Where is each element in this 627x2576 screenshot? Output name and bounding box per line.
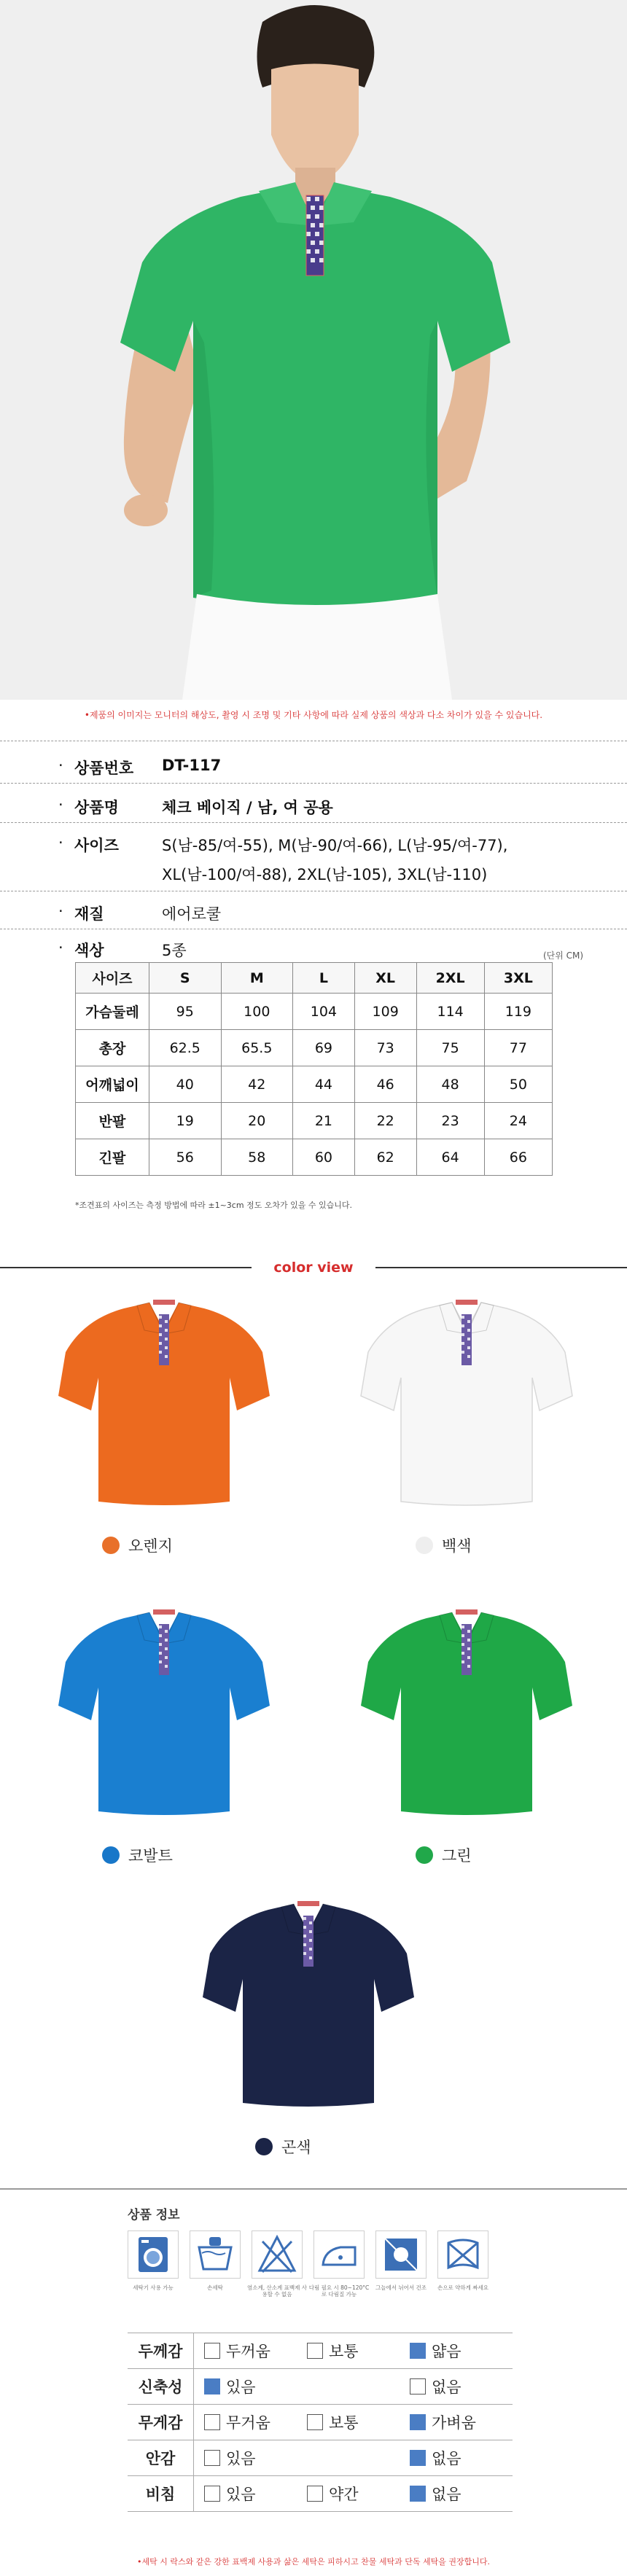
shirt-swatch[interactable] bbox=[51, 1604, 277, 1825]
spec-row-size bbox=[58, 834, 507, 856]
spec-value: XL(남-100/여-88), 2XL(남-105), 3XL(남-110) bbox=[162, 866, 488, 883]
feature-options bbox=[194, 2440, 513, 2476]
shirt-swatch[interactable] bbox=[354, 1604, 580, 1825]
polo-shirt-icon bbox=[354, 1294, 580, 1513]
feature-option bbox=[307, 2340, 410, 2362]
size-cell: 104 bbox=[293, 994, 355, 1030]
size-header-cell: S bbox=[149, 963, 222, 994]
table-row bbox=[76, 1139, 553, 1176]
feature-key: 신축성 bbox=[128, 2369, 194, 2405]
feature-option bbox=[204, 2483, 307, 2505]
spec-row-product-number bbox=[58, 757, 221, 778]
checkbox[interactable] bbox=[204, 2486, 220, 2502]
care-label: 다림 필요 시 80~120°C로 다림질 가능 bbox=[308, 2284, 370, 2298]
size-cell: 58 bbox=[221, 1139, 293, 1176]
feature-option bbox=[410, 2376, 513, 2397]
color-label bbox=[102, 1534, 173, 1556]
size-chart-table bbox=[75, 962, 553, 1176]
size-cell: 77 bbox=[484, 1030, 552, 1066]
bullet: · bbox=[58, 939, 63, 956]
size-cell: 62 bbox=[354, 1139, 416, 1176]
spec-key: 상품번호 bbox=[74, 760, 134, 777]
bullet: · bbox=[58, 796, 63, 813]
divider bbox=[0, 2188, 627, 2190]
care-washing-machine bbox=[128, 2230, 179, 2279]
color-name: 곤색 bbox=[281, 2139, 311, 2156]
size-cell: 73 bbox=[354, 1030, 416, 1066]
feature-key: 무게감 bbox=[128, 2405, 194, 2440]
table-row bbox=[76, 1066, 553, 1103]
color-label bbox=[102, 1844, 173, 1866]
option-label: 보통 bbox=[329, 2414, 359, 2432]
size-header-row bbox=[76, 963, 553, 994]
size-header-cell: 사이즈 bbox=[76, 963, 149, 994]
feature-options bbox=[194, 2369, 513, 2405]
size-cell: 66 bbox=[484, 1139, 552, 1176]
feature-key: 안감 bbox=[128, 2440, 194, 2476]
table-row bbox=[76, 1030, 553, 1066]
size-header-cell: 3XL bbox=[484, 963, 552, 994]
feature-option bbox=[410, 2447, 513, 2469]
feature-row bbox=[128, 2369, 513, 2405]
care-label: 그늘에서 뉘어서 건조 bbox=[375, 2284, 427, 2291]
size-cell: 64 bbox=[416, 1139, 484, 1176]
feature-options bbox=[194, 2405, 513, 2440]
hero-illustration bbox=[0, 0, 627, 700]
color-dot-icon bbox=[255, 2138, 273, 2155]
size-cell: 95 bbox=[149, 994, 222, 1030]
size-header-cell: M bbox=[221, 963, 293, 994]
option-label: 없음 bbox=[432, 2450, 462, 2467]
shirt-swatch[interactable] bbox=[51, 1294, 277, 1515]
size-cell: 23 bbox=[416, 1103, 484, 1139]
care-no-bleach bbox=[252, 2230, 303, 2279]
size-header-cell: XL bbox=[354, 963, 416, 994]
color-dot-icon bbox=[416, 1846, 433, 1864]
option-label: 가벼움 bbox=[432, 2414, 476, 2432]
washing-machine-icon bbox=[128, 2231, 178, 2278]
size-cell: 56 bbox=[149, 1139, 222, 1176]
checkbox[interactable] bbox=[204, 2343, 220, 2359]
spec-key: 상품명 bbox=[74, 799, 119, 816]
feature-option bbox=[204, 2376, 307, 2397]
color-dot-icon bbox=[102, 1846, 120, 1864]
spec-value: 5종 bbox=[162, 942, 187, 959]
feature-row bbox=[128, 2333, 513, 2369]
size-header-cell: 2XL bbox=[416, 963, 484, 994]
size-cell: 119 bbox=[484, 994, 552, 1030]
spec-value: S(남-85/여-55), M(남-90/여-66), L(남-95/여-77), bbox=[162, 837, 508, 854]
checked-checkbox[interactable] bbox=[410, 2414, 426, 2430]
fabric-feature-table bbox=[128, 2333, 513, 2512]
care-label: 세탁기 사용 가능 bbox=[133, 2284, 174, 2291]
row-label: 반팔 bbox=[76, 1103, 149, 1139]
product-info-title: 상품 정보 bbox=[128, 2208, 180, 2222]
checkbox[interactable] bbox=[410, 2378, 426, 2394]
divider bbox=[0, 783, 627, 784]
feature-row bbox=[128, 2405, 513, 2440]
image-color-notice: •제품의 이미지는 모니터의 해상도, 촬영 시 조명 및 기타 사항에 따라 실제 상품의 색상과 다소 차이가 있을 수 있습니다. bbox=[84, 710, 543, 720]
checkbox[interactable] bbox=[307, 2486, 323, 2502]
option-label: 얇음 bbox=[432, 2343, 462, 2360]
checked-checkbox[interactable] bbox=[204, 2378, 220, 2394]
polo-shirt-icon bbox=[51, 1294, 277, 1513]
size-cell: 75 bbox=[416, 1030, 484, 1066]
wash-caution-note: •세탁 시 락스와 같은 강한 표백제 사용과 삶은 세탁은 피하시고 찬물 세탁과 단독 세탁을 권장합니다. bbox=[137, 2557, 490, 2567]
table-row bbox=[76, 994, 553, 1030]
polo-shirt-icon bbox=[354, 1604, 580, 1822]
color-name: 그린 bbox=[442, 1847, 472, 1865]
size-cell: 44 bbox=[293, 1066, 355, 1103]
care-label: 염소계, 산소계 표백제 사용할 수 없음 bbox=[247, 2284, 307, 2298]
dry-clean-icon bbox=[438, 2231, 488, 2278]
option-label: 무거움 bbox=[226, 2414, 270, 2432]
option-label: 약간 bbox=[329, 2486, 359, 2503]
spec-row-color-count bbox=[58, 939, 187, 961]
divider bbox=[0, 822, 627, 823]
spec-row-product-name bbox=[58, 796, 333, 818]
size-cell: 20 bbox=[221, 1103, 293, 1139]
iron-icon bbox=[314, 2231, 364, 2278]
checkbox[interactable] bbox=[307, 2343, 323, 2359]
option-label: 보통 bbox=[329, 2343, 359, 2360]
spec-row-material bbox=[58, 902, 221, 924]
hand-wash-icon bbox=[190, 2231, 240, 2278]
spec-key: 재질 bbox=[74, 905, 104, 923]
polo-shirt-icon bbox=[51, 1604, 277, 1822]
size-cell: 42 bbox=[221, 1066, 293, 1103]
shade-dry-icon bbox=[376, 2231, 426, 2278]
size-cell: 22 bbox=[354, 1103, 416, 1139]
color-name: 오렌지 bbox=[128, 1537, 173, 1555]
option-label: 없음 bbox=[432, 2486, 462, 2503]
color-dot-icon bbox=[102, 1537, 120, 1554]
spec-key: 색상 bbox=[74, 942, 104, 959]
checkbox[interactable] bbox=[204, 2450, 220, 2466]
no-bleach-icon bbox=[252, 2231, 302, 2278]
size-cell: 46 bbox=[354, 1066, 416, 1103]
size-cell: 40 bbox=[149, 1066, 222, 1103]
option-label: 있음 bbox=[226, 2378, 256, 2396]
size-cell: 100 bbox=[221, 994, 293, 1030]
size-header-cell: L bbox=[293, 963, 355, 994]
feature-option bbox=[307, 2411, 410, 2433]
feature-options bbox=[194, 2476, 513, 2512]
hero-model-photo bbox=[0, 0, 627, 700]
size-tolerance-note: *조견표의 사이즈는 측정 방법에 따라 ±1~3cm 정도 오차가 있을 수 있습니다. bbox=[75, 1201, 353, 1210]
color-label bbox=[416, 1534, 472, 1556]
row-label: 긴팔 bbox=[76, 1139, 149, 1176]
feature-option bbox=[204, 2340, 307, 2362]
spec-key: 사이즈 bbox=[74, 837, 119, 854]
spec-value: 에어로쿨 bbox=[162, 905, 222, 923]
feature-option bbox=[410, 2411, 513, 2433]
shirt-swatch[interactable] bbox=[354, 1294, 580, 1515]
care-dry-clean bbox=[437, 2230, 488, 2279]
bullet: · bbox=[58, 902, 63, 920]
row-label: 총장 bbox=[76, 1030, 149, 1066]
size-cell: 50 bbox=[484, 1066, 552, 1103]
spec-value: 체크 베이직 / 남, 여 공용 bbox=[162, 799, 333, 816]
option-label: 없음 bbox=[432, 2378, 462, 2396]
size-cell: 21 bbox=[293, 1103, 355, 1139]
feature-option bbox=[307, 2483, 410, 2505]
size-cell: 65.5 bbox=[221, 1030, 293, 1066]
color-label bbox=[255, 2136, 311, 2158]
spec-row-size-cont bbox=[58, 863, 487, 885]
row-label: 가슴둘레 bbox=[76, 994, 149, 1030]
checkbox[interactable] bbox=[307, 2414, 323, 2430]
row-label: 어깨넓이 bbox=[76, 1066, 149, 1103]
care-hand-wash bbox=[190, 2230, 241, 2279]
feature-row bbox=[128, 2440, 513, 2476]
size-cell: 60 bbox=[293, 1139, 355, 1176]
feature-row bbox=[128, 2476, 513, 2512]
spec-value: DT-117 bbox=[162, 757, 222, 774]
product-spec-section bbox=[0, 741, 627, 981]
checked-checkbox[interactable] bbox=[410, 2343, 426, 2359]
care-iron bbox=[314, 2230, 365, 2279]
color-name: 백색 bbox=[442, 1537, 472, 1555]
option-label: 있음 bbox=[226, 2450, 256, 2467]
feature-options bbox=[194, 2333, 513, 2369]
size-cell: 109 bbox=[354, 994, 416, 1030]
checked-checkbox[interactable] bbox=[410, 2486, 426, 2502]
size-cell: 24 bbox=[484, 1103, 552, 1139]
checked-checkbox[interactable] bbox=[410, 2450, 426, 2466]
size-cell: 19 bbox=[149, 1103, 222, 1139]
feature-option bbox=[410, 2483, 513, 2505]
size-unit-label: (단위 CM) bbox=[543, 951, 584, 961]
feature-key: 두께감 bbox=[128, 2333, 194, 2369]
option-label: 두꺼움 bbox=[226, 2343, 270, 2360]
color-view-header bbox=[0, 1260, 627, 1274]
color-view-title: color view bbox=[273, 1260, 354, 1276]
care-label: 손으로 약하게 짜세요 bbox=[437, 2284, 488, 2291]
size-cell: 48 bbox=[416, 1066, 484, 1103]
table-row bbox=[76, 1103, 553, 1139]
size-cell: 69 bbox=[293, 1030, 355, 1066]
size-cell: 62.5 bbox=[149, 1030, 222, 1066]
bullet: · bbox=[58, 757, 63, 774]
polo-shirt-icon bbox=[195, 1895, 421, 2114]
care-shade-dry bbox=[375, 2230, 427, 2279]
feature-option bbox=[204, 2447, 307, 2469]
shirt-swatch[interactable] bbox=[195, 1895, 421, 2117]
care-label: 손세탁 bbox=[207, 2284, 223, 2291]
feature-option bbox=[410, 2340, 513, 2362]
color-label bbox=[416, 1844, 472, 1866]
size-cell: 114 bbox=[416, 994, 484, 1030]
checkbox[interactable] bbox=[204, 2414, 220, 2430]
color-name: 코발트 bbox=[128, 1847, 173, 1865]
option-label: 있음 bbox=[226, 2486, 256, 2503]
bullet: · bbox=[58, 834, 63, 851]
feature-key: 비침 bbox=[128, 2476, 194, 2512]
color-dot-icon bbox=[416, 1537, 433, 1554]
feature-option bbox=[204, 2411, 307, 2433]
